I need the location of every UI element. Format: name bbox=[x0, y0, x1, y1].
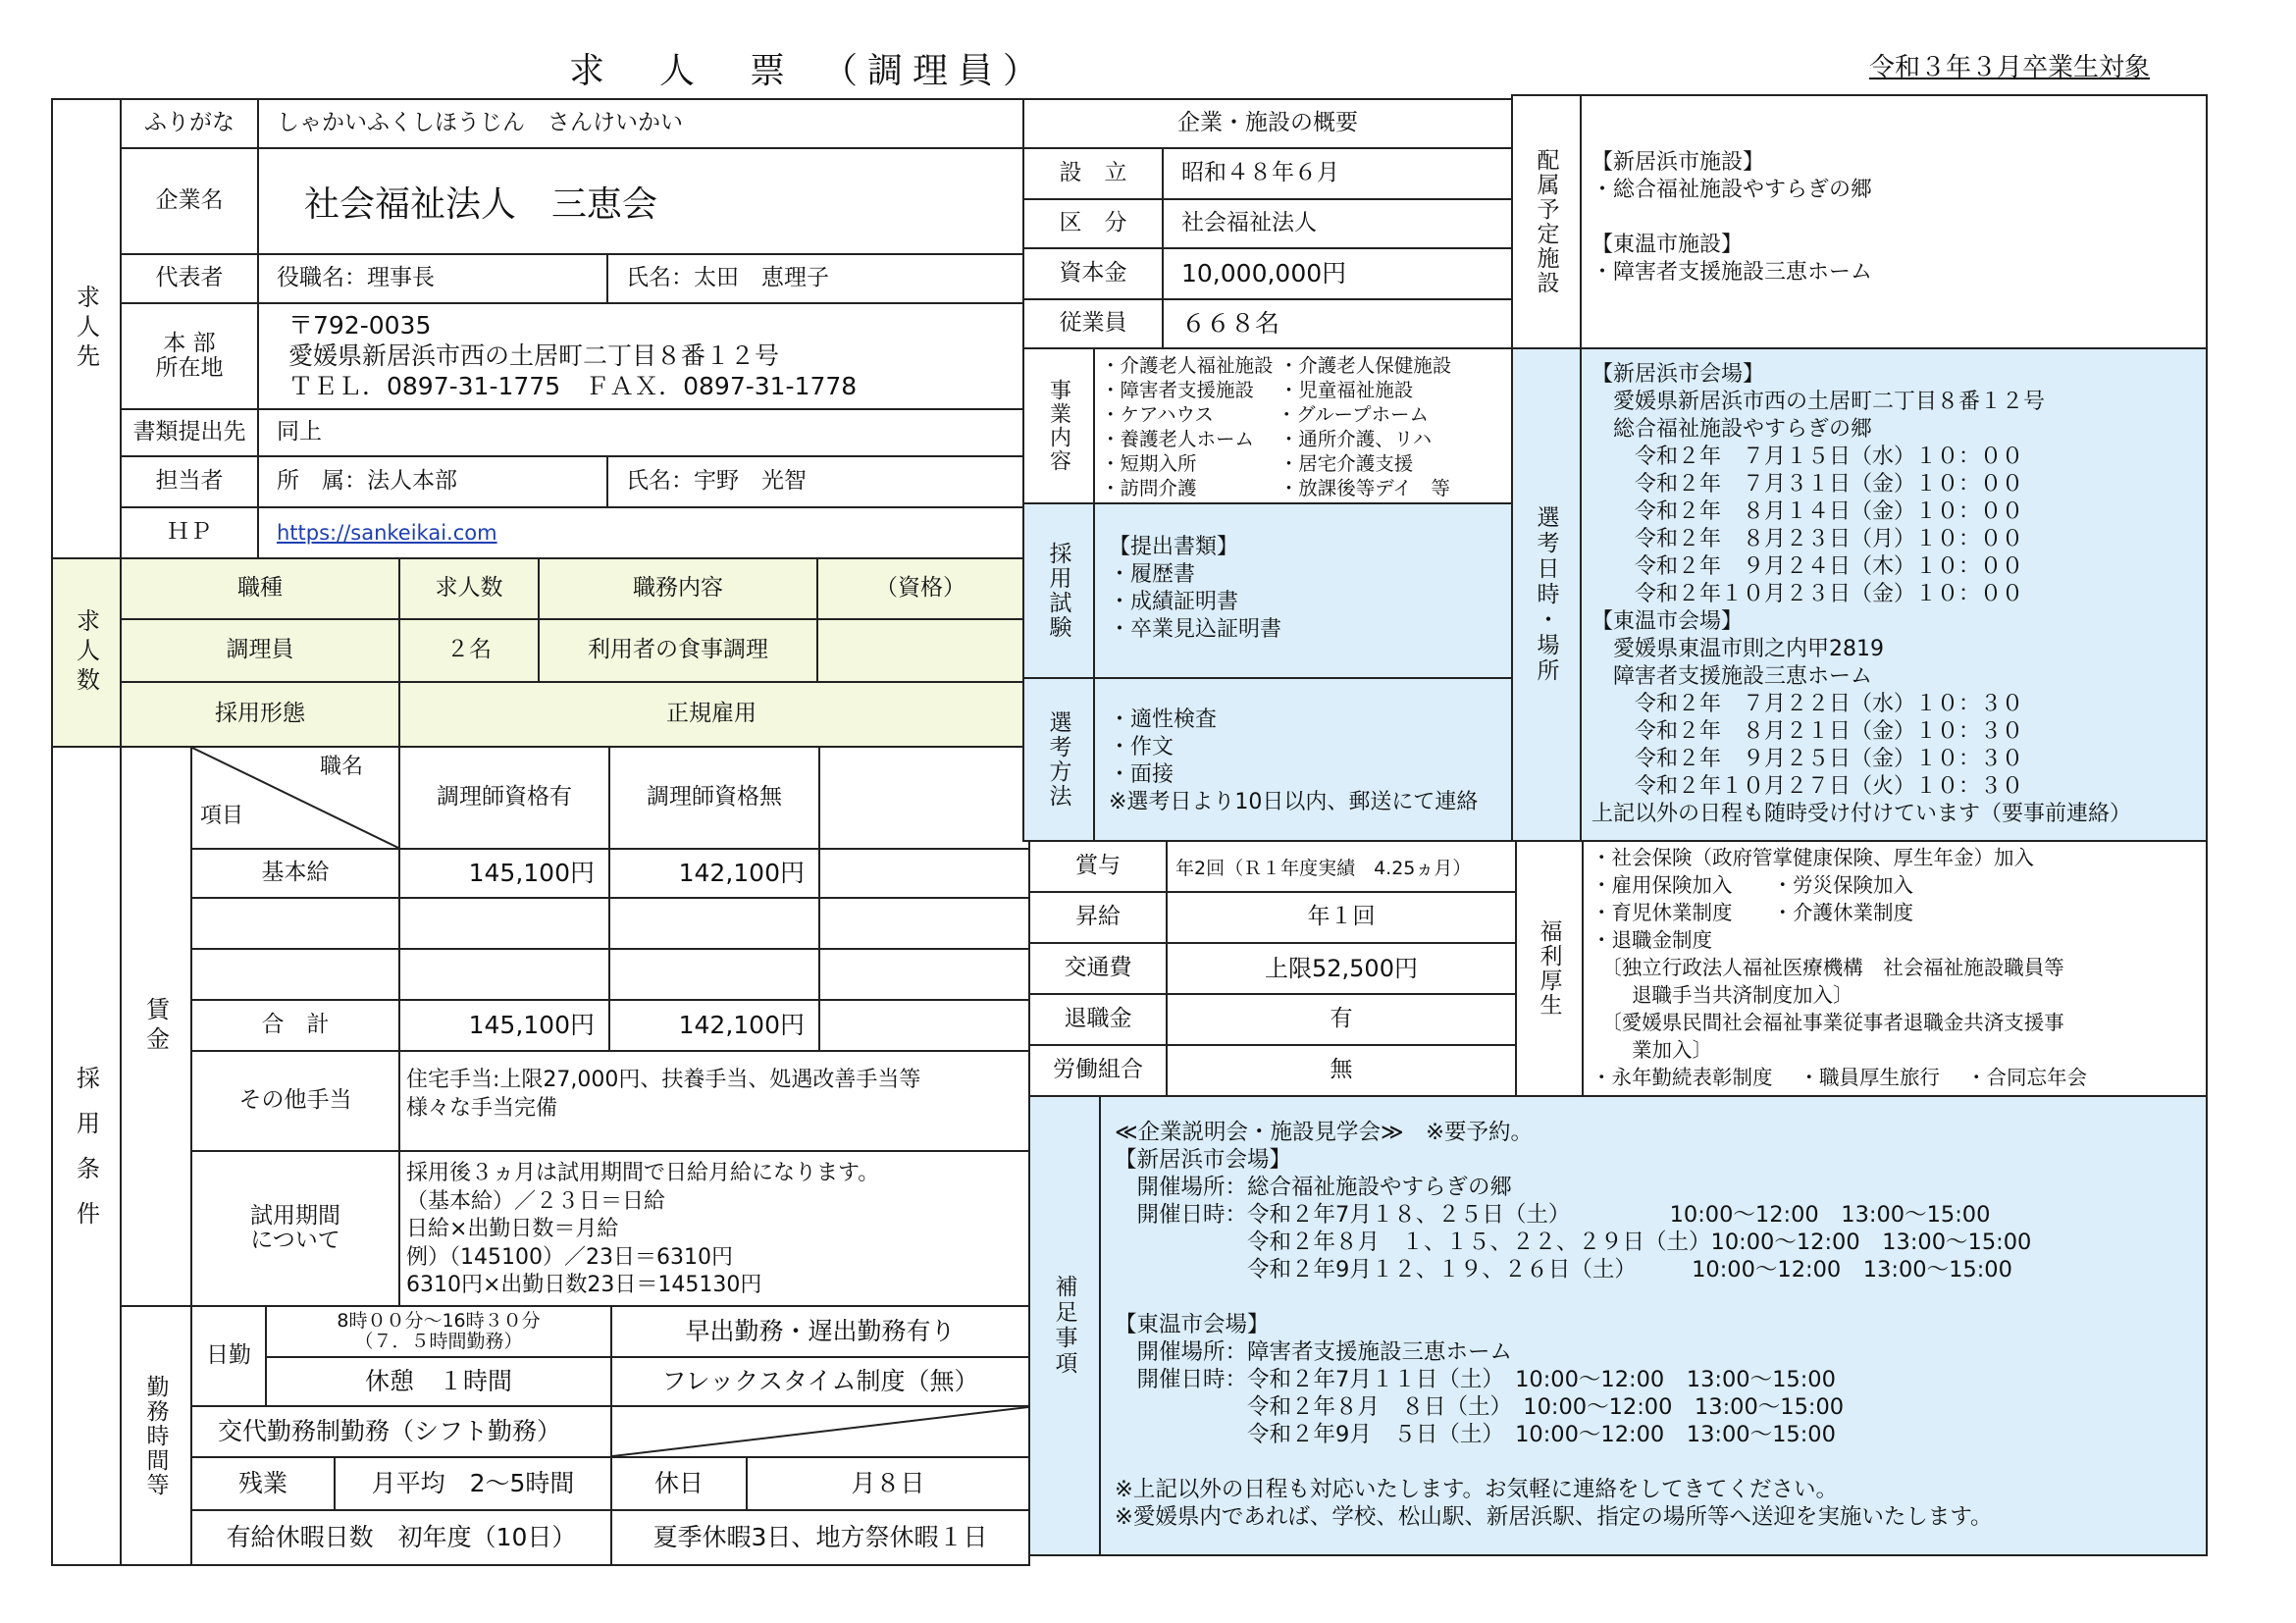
shift-diagonal bbox=[612, 1407, 1028, 1456]
work-label: 勤務時間等 bbox=[142, 1374, 169, 1497]
flex-time: フレックスタイム制度（無） bbox=[610, 1356, 1030, 1407]
total-value-1: 145,100円 bbox=[398, 999, 610, 1052]
base-value-3 bbox=[818, 848, 1030, 899]
paid-leave: 有給休暇日数 初年度（10日） bbox=[190, 1509, 612, 1566]
transport-value: 上限52,500円 bbox=[1166, 942, 1517, 995]
section-kyujinsaki: 求人先 bbox=[72, 285, 100, 373]
est-label: 設 立 bbox=[1022, 147, 1164, 200]
section-saiyo: 採用条件 bbox=[72, 1066, 100, 1246]
schedule-label: 選考日時・場所 bbox=[1533, 505, 1559, 684]
holiday-value: 月８日 bbox=[746, 1456, 1030, 1511]
retire-label: 退職金 bbox=[1028, 993, 1168, 1046]
total-value-3 bbox=[818, 999, 1030, 1052]
allowance-text: 住宅手当:上限27,000円、扶養手当、処遇改善手当等 様々な手当完備 bbox=[406, 1068, 921, 1121]
capital-label: 資本金 bbox=[1022, 247, 1164, 300]
header-diagonal bbox=[192, 748, 398, 848]
method-text: ・適性検査 ・作文 ・面接 ※選考日より10日以内、郵送にて連絡 bbox=[1109, 707, 1479, 814]
exam-text: 【提出書類】 ・履歴書 ・成績証明書 ・卒業見込証明書 bbox=[1109, 535, 1282, 642]
blank-row-2-c1 bbox=[398, 948, 610, 1001]
transport-label: 交通費 bbox=[1028, 942, 1168, 995]
wage-col3 bbox=[818, 746, 1030, 850]
contact-dept: 所 属：法人本部 bbox=[257, 455, 608, 508]
union-label: 労働組合 bbox=[1028, 1044, 1168, 1097]
blank-row-2-c3 bbox=[818, 948, 1030, 1001]
overtime-value: 月平均 2～5時間 bbox=[334, 1456, 612, 1511]
company-name-label: 企業名 bbox=[120, 147, 259, 255]
break-time: 休憩 １時間 bbox=[265, 1356, 612, 1407]
welfare-label: 福利厚生 bbox=[1536, 919, 1562, 1018]
rep-name: 氏名：太田 恵理子 bbox=[606, 253, 1024, 304]
raise-label: 昇給 bbox=[1028, 891, 1168, 944]
hp-label: ＨＰ bbox=[120, 506, 259, 559]
blank-row-1 bbox=[190, 897, 400, 950]
wage-col2: 調理師資格無 bbox=[608, 746, 820, 850]
business-text: ・介護老人福祉施設 ・介護老人保健施設 ・障害者支援施設 ・児童福祉施設 ・ケアハウス ・グループホーム ・養護老人ホーム ・通所介護、リハ ・短期入所 ・居宅介護支援 ・訪問介護 ・放課後等デイ 等 bbox=[1101, 354, 1452, 499]
company-name: 社会福祉法人 三恵会 bbox=[257, 147, 1024, 255]
allowance-label: その他手当 bbox=[190, 1050, 400, 1152]
contact-name: 氏名：宇野 光智 bbox=[606, 455, 1024, 508]
schedule-text: 【新居浜市会場】 愛媛県新居浜市西の土居町二丁目８番１２号 総合福祉施設やすらぎの郷 令和２年 ７月１５日（水）１０：００ 令和２年 ７月３１日（金）１０：００ 令和２年 ８月１４日（金）１０：００ 令和２年 ８月２３日（月）１０：００ 令和２年 ９月２４日（木）１０：００ 令和２年１０月２３日（金）１０：００ 【東温市会場】 愛媛県東温市則之内甲2819 障害者支援施設三恵ホーム 令和２年 ７月２２日（水）１０：３０ 令和２年 ８月２１日（金）１０：３０ 令和２年 ９月２５日（金）１０：３０ 令和２年１０月２７日（火）１０：３０ 上記以外の日程も随時受け付けています（要事前連絡） bbox=[1592, 362, 2132, 826]
early-late: 早出勤務・遅出勤務有り bbox=[610, 1305, 1030, 1358]
type-label: 区 分 bbox=[1022, 198, 1164, 249]
blank-row-1-c2 bbox=[608, 897, 820, 950]
hp-link[interactable]: https://sankeikai.com bbox=[277, 521, 497, 545]
trial-text: 採用後３ヵ月は試用期間で日給月給になります。 （基本給）／２３日＝日給 日給×出勤日数＝月給 例）（145100）／23日＝6310円 6310円×出勤日数23日＝145130円 bbox=[406, 1161, 880, 1297]
blank-row-1-c1 bbox=[398, 897, 610, 950]
header-duty: 職務内容 bbox=[538, 557, 818, 620]
summer-leave: 夏季休暇3日、地方祭休暇１日 bbox=[610, 1509, 1030, 1566]
notes-text: ≪企業説明会・施設見学会≫ ※要予約。 【新居浜市会場】 開催場所：総合福祉施設やすらぎの郷 開催日時：令和２年7月１８、２５日（土） 10:00～12:00 13:00～15:00 令和２年８月 １、１５、２２、２９日（土）10:00～12:00 13:00～15:00 令和２年9月１２、１９、２６日（土） 10:00～12:00 13:00～15:00 【東温市会場】 開催場所：障害者支援施設三恵ホーム 開催日時：令和２年7月１１日（土） 10:00～12:00 13:00～15:00 令和２年８月 ８日（土） 10:00～12:00 13:00～15:00 令和２年9月 ５日（土） 10:00～12:00 13:00～15:00 ※上記以外の日程も対応いたします。お気軽に連絡をしてきてください。 ※愛媛県内であれば、学校、松山駅、新居浜駅、指定の場所等へ送迎を実施いたします。 bbox=[1115, 1120, 2032, 1530]
hq-tel: ＴＥＬ．0897-31-1775 ＦＡＸ．0897-31-1778 bbox=[288, 372, 858, 400]
retire-value: 有 bbox=[1166, 993, 1517, 1046]
exam-label: 採用試験 bbox=[1045, 542, 1071, 640]
capital-value: 10,000,000円 bbox=[1162, 247, 1513, 300]
rep-title: 役職名：理事長 bbox=[257, 253, 608, 304]
form-value: 正規雇用 bbox=[398, 681, 1024, 748]
shift-work: 交代勤務制勤務（シフト勤務） bbox=[190, 1405, 612, 1458]
bonus-label: 賞与 bbox=[1028, 840, 1168, 893]
base-value-2: 142,100円 bbox=[608, 848, 820, 899]
staff-label: 従業員 bbox=[1022, 298, 1164, 349]
docs-label: 書類提出先 bbox=[120, 408, 259, 457]
duty-value: 利用者の食事調理 bbox=[538, 618, 818, 683]
base-label: 基本給 bbox=[190, 848, 400, 899]
total-label: 合 計 bbox=[190, 999, 400, 1052]
wage-label: 賃金 bbox=[141, 997, 170, 1056]
header-shoku: 職名 bbox=[320, 755, 364, 779]
page-title: 求 人 票 （調理員） bbox=[569, 51, 1049, 91]
raise-value: 年１回 bbox=[1166, 891, 1517, 944]
header-count: 求人数 bbox=[398, 557, 540, 620]
trial-label: 試用期間 について bbox=[190, 1150, 400, 1307]
base-value-1: 145,100円 bbox=[398, 848, 610, 899]
est-value: 昭和４８年６月 bbox=[1162, 147, 1513, 200]
bonus-value: 年2回（Ｒ１年度実績 4.25ヵ月） bbox=[1166, 840, 1517, 893]
form-label: 採用形態 bbox=[120, 681, 400, 748]
header-job: 職種 bbox=[120, 557, 400, 620]
wage-col1: 調理師資格有 bbox=[398, 746, 610, 850]
blank-row-1-c3 bbox=[818, 897, 1030, 950]
day-label: 日勤 bbox=[190, 1305, 267, 1407]
rep-label: 代表者 bbox=[120, 253, 259, 304]
day-time: 8時００分～16時３０分 （７．５時間勤務） bbox=[265, 1305, 612, 1358]
job-value: 調理員 bbox=[120, 618, 400, 683]
business-label: 事業内容 bbox=[1046, 379, 1071, 473]
overtime-label: 残業 bbox=[190, 1456, 336, 1511]
hq-label: 本 部 所在地 bbox=[120, 302, 259, 410]
method-label: 選考方法 bbox=[1045, 710, 1071, 809]
type-value: 社会福祉法人 bbox=[1162, 198, 1513, 249]
union-value: 無 bbox=[1166, 1044, 1517, 1097]
welfare-text: ・社会保険（政府管掌健康保険、厚生年金）加入 ・雇用保険加入 ・労災保険加入 ・育児休業制度 ・介護休業制度 ・退職金制度 〔独立行政法人福祉医療機構 社会福祉施設職員等 退職手当共済制度加入〕 〔愛媛県民間社会福祉事業従事者退職金共済支援事 業加入〕 ・永年勤続表彰制度 ・職員厚生旅行 ・合同忘年会 bbox=[1592, 846, 2088, 1089]
overview-header: 企業・施設の概要 bbox=[1022, 98, 1513, 149]
blank-row-2-c2 bbox=[608, 948, 820, 1001]
header-qual: （資格） bbox=[816, 557, 1024, 620]
contact-label: 担当者 bbox=[120, 455, 259, 508]
notes-label: 補足事項 bbox=[1051, 1275, 1077, 1377]
placement-label: 配属予定施設 bbox=[1533, 148, 1559, 295]
header-koumoku: 項目 bbox=[200, 804, 244, 828]
hq-address: 愛媛県新居浜市西の土居町二丁目８番１２号 bbox=[288, 341, 780, 370]
blank-row-2 bbox=[190, 948, 400, 1001]
target-label: 令和３年３月卒業生対象 bbox=[1869, 53, 2151, 82]
hq-zip: 〒792-0035 bbox=[288, 311, 432, 340]
holiday-label: 休日 bbox=[610, 1456, 748, 1511]
count-value: ２名 bbox=[398, 618, 540, 683]
placement-text: 【新居浜市施設】 ・総合福祉施設やすらぎの郷 【東温市施設】 ・障害者支援施設三恵ホーム bbox=[1592, 150, 1873, 285]
docs-value: 同上 bbox=[257, 408, 1024, 457]
section-kyujinsu: 求人数 bbox=[72, 608, 100, 697]
qual-value bbox=[816, 618, 1024, 683]
furigana-label: ふりがな bbox=[120, 98, 259, 149]
staff-value: ６６８名 bbox=[1162, 298, 1513, 349]
total-value-2: 142,100円 bbox=[608, 999, 820, 1052]
furigana-value: しゃかいふくしほうじん さんけいかい bbox=[257, 98, 1024, 149]
